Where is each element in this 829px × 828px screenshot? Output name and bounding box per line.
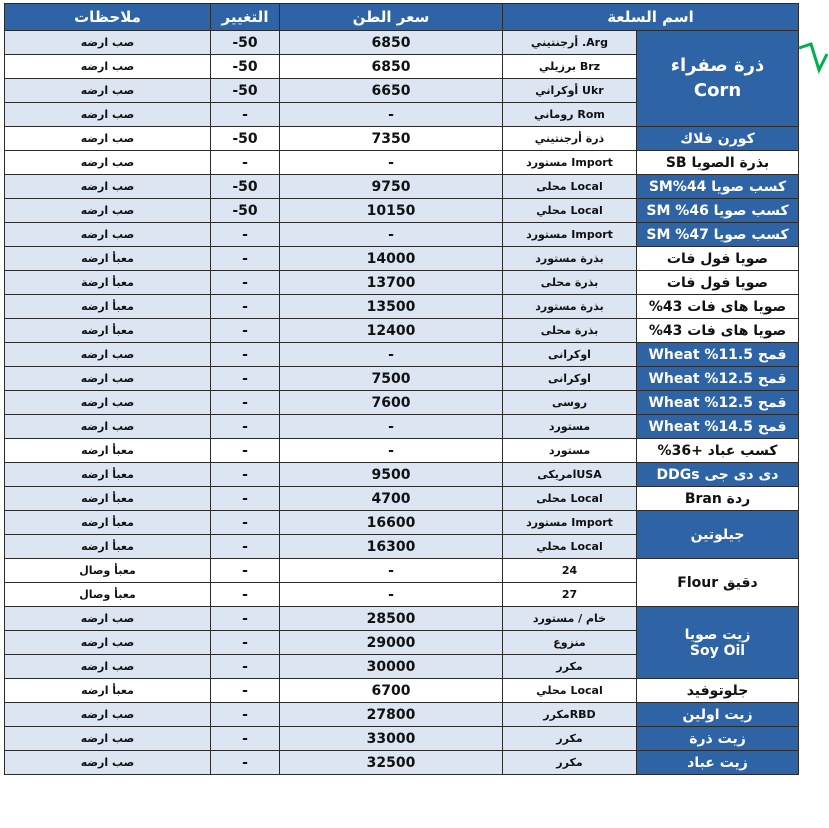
change-cell: -50 — [211, 31, 280, 55]
notes-cell: صب ارضه — [5, 391, 211, 415]
notes-cell: معبأ ارضه — [5, 463, 211, 487]
origin-cell: مستورد Import — [503, 151, 637, 175]
notes-cell: صب ارضه — [5, 103, 211, 127]
change-cell: -50 — [211, 127, 280, 151]
price-cell: - — [280, 439, 503, 463]
commodity-cell — [637, 271, 799, 295]
price-cell: 6850 — [280, 31, 503, 55]
table-row — [5, 343, 799, 367]
commodity-cell — [637, 151, 799, 175]
origin-cell: 27 — [503, 583, 637, 607]
price-cell: 10150 — [280, 199, 503, 223]
origin-cell: بذرة مستورد — [503, 247, 637, 271]
change-cell: -50 — [211, 55, 280, 79]
price-cell: 27800 — [280, 703, 503, 727]
notes-cell: صب ارضه — [5, 415, 211, 439]
change-cell: - — [211, 655, 280, 679]
price-cell: 9500 — [280, 463, 503, 487]
notes-cell: معبأ ارضه — [5, 511, 211, 535]
commodity-cell — [637, 607, 799, 679]
commodity-cell — [637, 31, 799, 127]
change-cell: - — [211, 511, 280, 535]
commodity-name: دى دى جى DDGs — [656, 466, 779, 483]
origin-cell: أوكراني Ukr — [503, 79, 637, 103]
change-cell: - — [211, 247, 280, 271]
table-row — [5, 295, 799, 319]
price-cell: 29000 — [280, 631, 503, 655]
change-cell: - — [211, 391, 280, 415]
change-cell: - — [211, 703, 280, 727]
change-cell: -50 — [211, 175, 280, 199]
origin-cell: اوكرانى — [503, 367, 637, 391]
price-cell: - — [280, 559, 503, 583]
notes-cell: صب ارضه — [5, 631, 211, 655]
table-row — [5, 367, 799, 391]
change-cell: - — [211, 415, 280, 439]
price-cell: 28500 — [280, 607, 503, 631]
notes-cell: صب ارضه — [5, 223, 211, 247]
change-cell: - — [211, 319, 280, 343]
notes-cell: معبأ ارضة — [5, 271, 211, 295]
price-cell: 6700 — [280, 679, 503, 703]
notes-cell: صب ارضه — [5, 127, 211, 151]
commodity-name: صويا فول فات — [666, 274, 769, 291]
commodity-name: كسب صويا 46% SM — [646, 202, 789, 219]
origin-cell: 24 — [503, 559, 637, 583]
origin-cell: روسى — [503, 391, 637, 415]
header-commodity: اسم السلعة — [503, 4, 799, 31]
change-cell: - — [211, 679, 280, 703]
notes-cell: صب ارضه — [5, 343, 211, 367]
commodity-name: دقيق Flour — [677, 574, 758, 591]
commodity-name-en: Corn — [693, 79, 742, 101]
origin-cell: محلى Local — [503, 175, 637, 199]
notes-cell: معبأ وصال — [5, 583, 211, 607]
price-cell: - — [280, 151, 503, 175]
price-cell: 30000 — [280, 655, 503, 679]
commodity-cell — [637, 367, 799, 391]
price-table — [4, 3, 799, 775]
change-cell: - — [211, 583, 280, 607]
origin-cell: محلي Local — [503, 535, 637, 559]
change-cell: - — [211, 535, 280, 559]
price-cell: 13700 — [280, 271, 503, 295]
price-cell: - — [280, 103, 503, 127]
origin-cell: مكررRBD — [503, 703, 637, 727]
commodity-name: كسب عباد +36% — [657, 442, 778, 459]
price-cell: - — [280, 415, 503, 439]
origin-cell: ذرة أرجنتيني — [503, 127, 637, 151]
notes-cell: معبأ ارضه — [5, 247, 211, 271]
change-cell: - — [211, 103, 280, 127]
notes-cell: معبأ ارضه — [5, 319, 211, 343]
commodity-name: جيلوتين — [690, 526, 745, 543]
commodity-cell — [637, 343, 799, 367]
change-cell: -50 — [211, 199, 280, 223]
origin-cell: منزوع — [503, 631, 637, 655]
price-cell: 12400 — [280, 319, 503, 343]
commodity-name: قمح 12.5% Wheat — [648, 370, 787, 387]
commodity-name: صويا هاى فات 43% — [648, 322, 787, 339]
commodity-name: ذرة صفراء — [670, 55, 765, 77]
notes-cell: صب ارضه — [5, 703, 211, 727]
commodity-name: زيت صويا — [684, 626, 751, 643]
price-cell: 7500 — [280, 367, 503, 391]
origin-cell: امريكىUSA — [503, 463, 637, 487]
change-cell: -50 — [211, 79, 280, 103]
change-cell: - — [211, 463, 280, 487]
table-row — [5, 247, 799, 271]
notes-cell: صب ارضه — [5, 199, 211, 223]
origin-cell: بذرة محلى — [503, 319, 637, 343]
change-cell: - — [211, 439, 280, 463]
commodity-name: بذرة الصويا SB — [665, 154, 770, 171]
notes-cell: صب ارضه — [5, 31, 211, 55]
notes-cell: صب ارضه — [5, 751, 211, 775]
table-row — [5, 679, 799, 703]
origin-cell: محلي Local — [503, 679, 637, 703]
notes-cell: صب ارضه — [5, 367, 211, 391]
price-cell: - — [280, 223, 503, 247]
table-row — [5, 751, 799, 775]
change-cell: - — [211, 295, 280, 319]
commodity-cell — [637, 511, 799, 559]
origin-cell: اوكرانى — [503, 343, 637, 367]
notes-cell: معبأ ارضه — [5, 679, 211, 703]
commodity-name: قمح 14.5% Wheat — [648, 418, 787, 435]
change-cell: - — [211, 271, 280, 295]
price-cell: 4700 — [280, 487, 503, 511]
table-row — [5, 727, 799, 751]
commodity-cell — [637, 703, 799, 727]
commodity-cell — [637, 127, 799, 151]
origin-cell: مكرر — [503, 655, 637, 679]
origin-cell: مكرر — [503, 727, 637, 751]
origin-cell: مستورد Import — [503, 223, 637, 247]
commodity-cell — [637, 679, 799, 703]
table-row — [5, 463, 799, 487]
origin-cell: روماني Rom — [503, 103, 637, 127]
commodity-cell — [637, 439, 799, 463]
change-cell: - — [211, 559, 280, 583]
origin-cell: خام / مستورد — [503, 607, 637, 631]
header-change: التغيير — [211, 4, 280, 31]
commodity-name: قمح 12.5% Wheat — [648, 394, 787, 411]
header-price: سعر الطن — [280, 4, 503, 31]
table-row — [5, 415, 799, 439]
commodity-name: كورن فلاك — [680, 130, 755, 147]
table-row — [5, 319, 799, 343]
origin-cell: محلى Local — [503, 487, 637, 511]
change-cell: - — [211, 223, 280, 247]
notes-cell: صب ارضه — [5, 727, 211, 751]
header-row — [5, 4, 799, 31]
commodity-name: ردة Bran — [684, 490, 751, 507]
change-cell: - — [211, 151, 280, 175]
table-row — [5, 487, 799, 511]
commodity-name: قمح 11.5% Wheat — [648, 346, 787, 363]
table-row — [5, 559, 799, 583]
origin-cell: مستورد — [503, 439, 637, 463]
table-row — [5, 703, 799, 727]
header-notes: ملاحظات — [5, 4, 211, 31]
notes-cell: صب ارضه — [5, 151, 211, 175]
table-row — [5, 511, 799, 535]
change-cell: - — [211, 367, 280, 391]
table-row — [5, 271, 799, 295]
notes-cell: معبأ ارضه — [5, 487, 211, 511]
price-cell: 6650 — [280, 79, 503, 103]
commodity-name: صويا هاى فات 43% — [648, 298, 787, 315]
notes-cell: صب ارضه — [5, 607, 211, 631]
commodity-name: كسب صويا 47% SM — [646, 226, 789, 243]
notes-cell: معبأ ارضه — [5, 535, 211, 559]
commodity-name-en: Soy Oil — [689, 642, 746, 659]
change-cell: - — [211, 487, 280, 511]
table-row — [5, 391, 799, 415]
notes-cell: معبأ ارضه — [5, 295, 211, 319]
price-cell: 7350 — [280, 127, 503, 151]
notes-cell: صب ارضه — [5, 175, 211, 199]
commodity-cell — [637, 175, 799, 199]
commodity-name: زيت عباد — [687, 754, 748, 771]
commodity-cell — [637, 487, 799, 511]
commodity-name: جلوتوفيد — [686, 682, 749, 699]
price-cell: 33000 — [280, 727, 503, 751]
change-cell: - — [211, 607, 280, 631]
commodity-cell — [637, 247, 799, 271]
commodity-cell — [637, 463, 799, 487]
commodity-cell — [637, 727, 799, 751]
change-cell: - — [211, 751, 280, 775]
price-cell: - — [280, 583, 503, 607]
change-cell: - — [211, 631, 280, 655]
commodity-name: زيت ذرة — [689, 730, 746, 747]
table-row — [5, 175, 799, 199]
check-mark-icon — [797, 40, 829, 90]
table-row — [5, 607, 799, 631]
notes-cell: معبأ وصال — [5, 559, 211, 583]
commodity-cell — [637, 751, 799, 775]
commodity-cell — [637, 391, 799, 415]
commodity-cell — [637, 199, 799, 223]
commodity-cell — [637, 415, 799, 439]
commodity-cell — [637, 295, 799, 319]
table-row — [5, 127, 799, 151]
price-cell: 13500 — [280, 295, 503, 319]
origin-cell: مستورد Import — [503, 511, 637, 535]
table-row — [5, 439, 799, 463]
commodity-name: كسب صويا 44%SM — [648, 178, 787, 195]
origin-cell: أرجنتيني .Arg — [503, 31, 637, 55]
origin-cell: بذرة محلى — [503, 271, 637, 295]
price-cell: 16600 — [280, 511, 503, 535]
commodity-cell — [637, 319, 799, 343]
change-cell: - — [211, 727, 280, 751]
table-row — [5, 199, 799, 223]
price-cell: 7600 — [280, 391, 503, 415]
origin-cell: محلي Local — [503, 199, 637, 223]
change-cell: - — [211, 343, 280, 367]
price-cell: 32500 — [280, 751, 503, 775]
commodity-name: زيت اولين — [682, 706, 753, 723]
notes-cell: معبأ ارضه — [5, 439, 211, 463]
table-row — [5, 31, 799, 55]
origin-cell: بذرة مستورد — [503, 295, 637, 319]
origin-cell: برزيلي Brz — [503, 55, 637, 79]
price-cell: 6850 — [280, 55, 503, 79]
price-cell: - — [280, 343, 503, 367]
notes-cell: صب ارضه — [5, 655, 211, 679]
origin-cell: مستورد — [503, 415, 637, 439]
origin-cell: مكرر — [503, 751, 637, 775]
price-cell: 16300 — [280, 535, 503, 559]
price-cell: 9750 — [280, 175, 503, 199]
commodity-cell — [637, 559, 799, 607]
notes-cell: صب ارضه — [5, 55, 211, 79]
price-cell: 14000 — [280, 247, 503, 271]
commodity-cell — [637, 223, 799, 247]
table-row — [5, 223, 799, 247]
notes-cell: صب ارضه — [5, 79, 211, 103]
commodity-name: صويا فول فات — [666, 250, 769, 267]
table-row — [5, 151, 799, 175]
